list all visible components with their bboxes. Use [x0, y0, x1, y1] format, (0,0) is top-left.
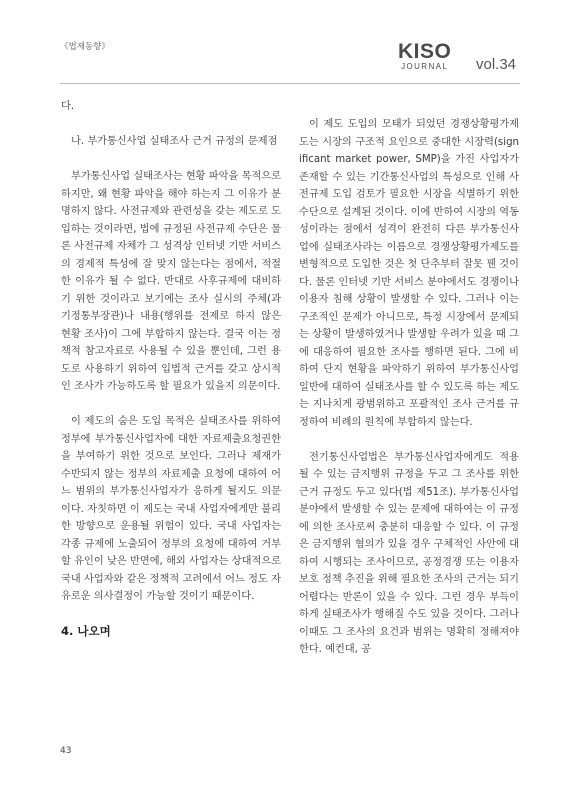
subheading: 나. 부가통신사업 실태조사 근거 규정의 문제점 [71, 136, 278, 147]
paragraph: 전기통신사업법은 부가통신사업자에게도 적용될 수 있는 금지행위 규정을 두고 그 조사를 위한 근거 규정도 두고 있다(법 제51조). 부가통신사업 분야에서 발생할 수 있는 문제에 대하여는 이 규정에 의한 조사로써 충분히 대응할 수 있다. 이 규정은 금지행위 혐의가 있을 경우 구체적인 사안에 대하여 시행되는 조사이므로, 공정경쟁 또는 이용자보호 정책 추진을 위해 필요한 조사의 근거는 되기 어렵다는 반론이 있을 수 있다. 그런 경우 부득이하게 실태조사가 행해질 수도 있을 것이다. 그러나 이때도 그 조사의 요건과 범위는 명확히 정해져야 한다. 예컨대, 공 [299, 451, 519, 655]
logo-wordmark: KISO [398, 40, 452, 63]
right-column [299, 116, 519, 659]
continuation-text: 다. [61, 101, 75, 112]
paragraph: 이 제도 도입의 모태가 되었던 경쟁상황평가제도는 시장의 구조적 요인으로 중대한 시장력(significant market power, SMP)을 가진 사업자가 존재할 수 있는 기간통신사업의 특성으로 인해 사전규제 도입 검토가 필요한 시장을 식별하기 위한 수단으로 설계된 것이다. 이에 반하여 시장의 역동성이라는 점에서 성격이 완전히 다른 부가통신사업에 실태조사라는 이름으로 경쟁상황평가제도를 변형적으로 도입한 것은 첫 단추부터 잘못 꿴 것이다. 물론 인터넷 기반 서비스 분야에서도 경쟁이나 이용자 침해 상황이 발생할 수 있다. 그러나 이는 구조적인 문제가 아니므로, 특정 시장에서 문제되는 상황이 발생하였거나 발생할 우려가 있을 때 그에 대응하여 필요한 조사를 행하면 된다. 그에 비하여 단지 현황을 파악하기 위하여 부가통신사업 일반에 대하여 실태조사를 할 수 있도록 하는 제도는 지나치게 광범위하고 포괄적인 조사 근거를 규정하여 비례의 원칙에 부합하지 않는다. [299, 119, 519, 428]
volume-label: vol.34 [476, 56, 517, 73]
paragraph: 이 제도의 숨은 도입 목적은 실태조사를 위하여 정부에 부가통신사업자에 대한 자료제출요청권한을 부여하기 위한 것으로 보인다. 그러나 제재가 수반되지 않는 정부의 자료제출 요청에 대하여 어느 범위의 부가통신사업자가 응하게 될지도 의문이다. 자칫하면 이 제도는 국내 사업자에게만 불리한 방향으로 운용될 위험이 있다. 국내 사업자는 각종 규제에 노출되어 정부의 요청에 대하여 거부할 유인이 낮은 반면에, 해외 사업자는 상대적으로 국내 사업자와 같은 정책적 고려에서 어느 정도 자유로운 의사결정이 가능할 것이기 때문이다. [61, 416, 281, 602]
section-title: 4. 나오며 [61, 624, 111, 638]
page-number: 43 [60, 746, 72, 756]
header-section-label: 《법제동향》 [60, 42, 110, 52]
header-divider [60, 83, 520, 84]
paragraph: 부가통신사업 실태조사는 현황 파악을 목적으로 하지만, 왜 현황 파악을 해야 하는지 그 이유가 분명하지 않다. 사전규제와 관련성을 갖는 제도로 도입하는 것이라면, 법에 규정된 사전규제 수단은 물론 사전규제 자체가 그 성격상 인터넷 기반 서비스의 경제적 특성에 잘 맞지 않는다는 점에서, 적절한 이유가 될 수 없다. 반대로 사후규제에 대비하기 위한 것이라고 보기에는 조사 실시의 주체(과기정통부장관)나 내용(행위를 전제로 하지 않은 현황 조사)이 그에 부합하지 않는다. 결국 이는 정책적 참고자료로 사용될 수 있을 뿐인데, 그런 용도로 사용하기 위하여 입법적 근거를 갖고 상시적인 조사가 가능하도록 할 필요가 있을지 의문이다. [61, 171, 281, 392]
logo-subtitle: JOURNAL [401, 62, 449, 71]
kiso-journal-logo [398, 41, 451, 72]
left-column [61, 98, 281, 641]
